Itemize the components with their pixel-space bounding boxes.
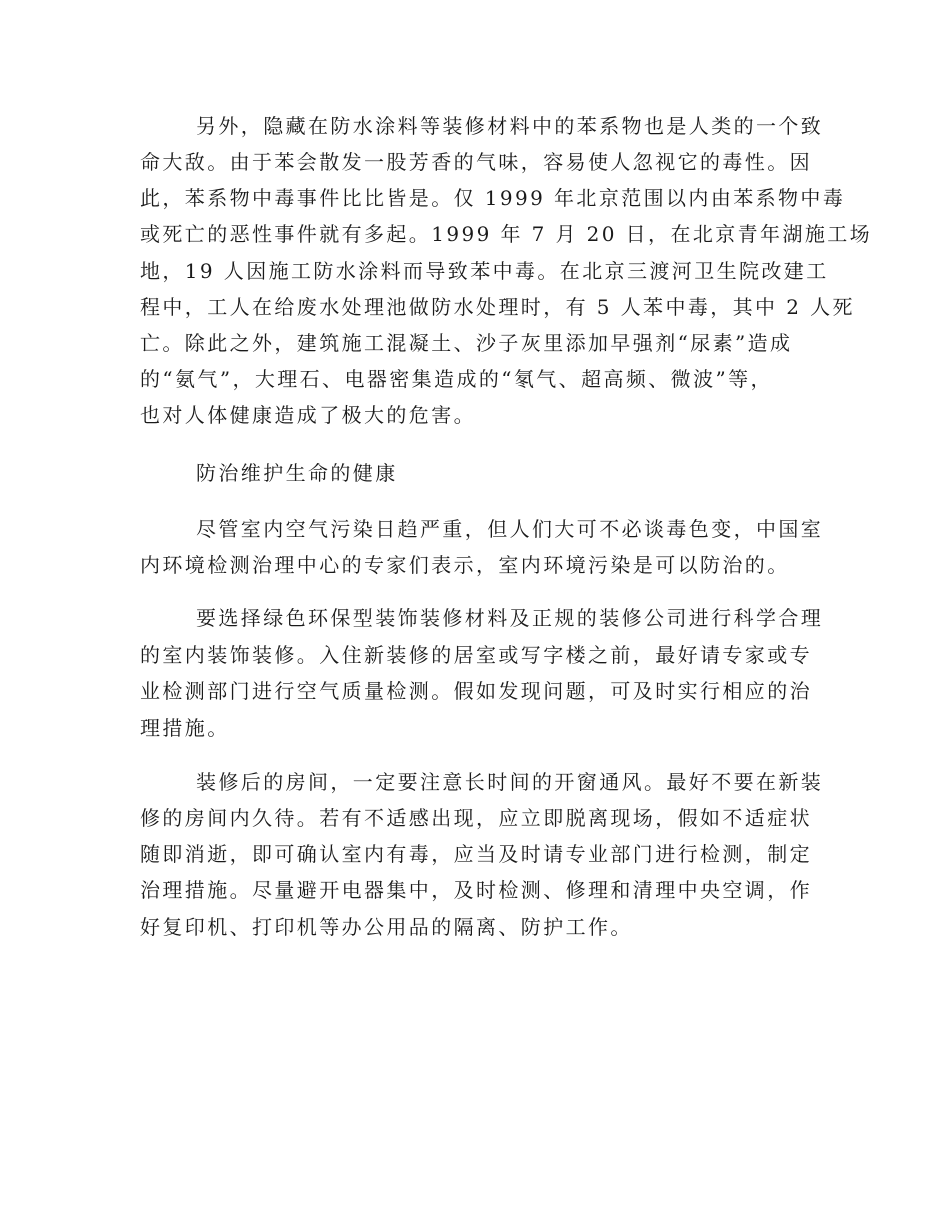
paragraph-line: 修的房间内久待。若有不适感出现，应立即脱离现场，假如不适症状 (140, 806, 812, 830)
paragraph-line: 业检测部门进行空气质量检测。假如发现问题，可及时实行相应的治 (140, 679, 812, 703)
paragraph-line: 好复印机、打印机等办公用品的隔离、防护工作。 (140, 915, 633, 939)
paragraph-line: 亡。除此之外，建筑施工混凝土、沙子灰里添加早强剂“尿素”造成 (140, 331, 793, 355)
paragraph-line: 另外，隐藏在防水涂料等装修材料中的苯系物也是人类的一个致 (196, 114, 824, 138)
paragraph-line: 程中，工人在给废水处理池做防水处理时，有 5 人苯中毒，其中 2 人死 (140, 295, 855, 319)
paragraph-line: 装修后的房间，一定要注意长时间的开窗通风。最好不要在新装 (196, 770, 824, 794)
paragraph-line: 治理措施。尽量避开电器集中，及时检测、修理和清理中央空调，作 (140, 878, 812, 902)
paragraph-line: 也对人体健康造成了极大的危害。 (140, 403, 476, 427)
paragraph-line: 内环境检测治理中心的专家们表示，室内环境污染是可以防治的。 (140, 553, 790, 577)
paragraph-line: 此，苯系物中毒事件比比皆是。仅 1999 年北京范围以内由苯系物中毒 (140, 186, 846, 210)
heading-text: 防治维护生命的健康 (196, 461, 398, 485)
paragraph-line: 的室内装饰装修。入住新装修的居室或写字楼之前，最好请专家或专 (140, 643, 812, 667)
paragraph-line: 理措施。 (140, 716, 230, 740)
paragraph-line: 的“氨气”，大理石、电器密集造成的“氡气、超高频、微波”等， (140, 367, 773, 391)
paragraph-line: 尽管室内空气污染日趋严重，但人们大可不必谈毒色变，中国室 (196, 517, 824, 541)
paragraph-line: 或死亡的恶性事件就有多起。1999 年 7 月 20 日，在北京青年湖施工场 (140, 222, 873, 246)
paragraph-line: 地，19 人因施工防水涂料而导致苯中毒。在北京三渡河卫生院改建工 (140, 259, 829, 283)
paragraph-line: 命大敌。由于苯会散发一股芳香的气味，容易使人忽视它的毒性。因 (140, 150, 812, 174)
paragraph-line: 要选择绿色环保型装饰装修材料及正规的装修公司进行科学合理 (196, 606, 824, 630)
paragraph-line: 随即消逝，即可确认室内有毒，应当及时请专业部门进行检测，制定 (140, 842, 812, 866)
